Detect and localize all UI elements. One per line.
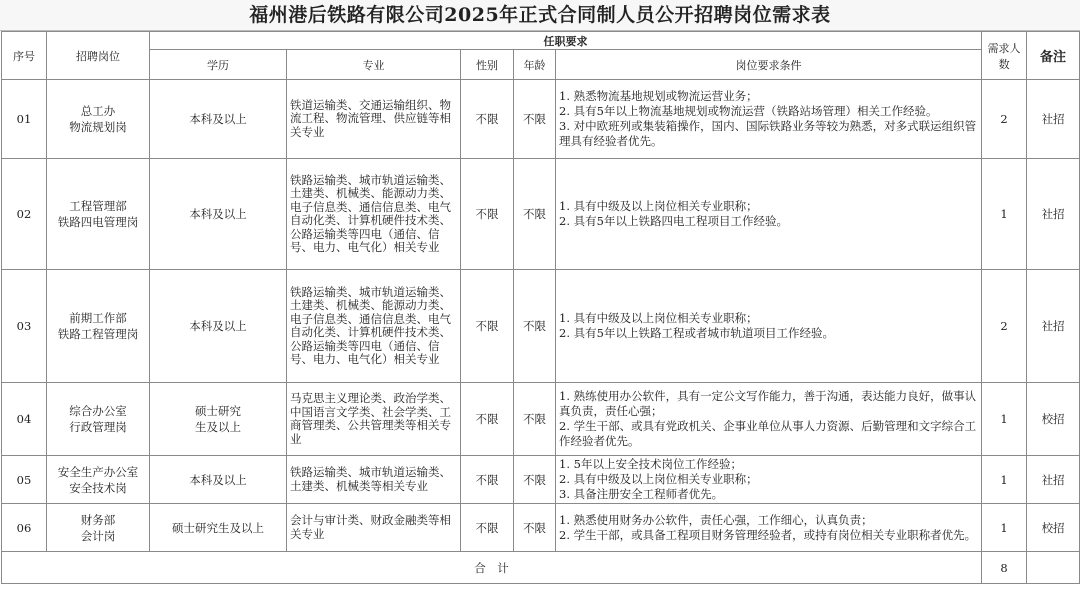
header-row-1 bbox=[2, 32, 1080, 50]
cell-remark: 社招 bbox=[1027, 80, 1080, 159]
cell-seq: 01 bbox=[2, 80, 47, 159]
cell-age: 不限 bbox=[514, 159, 556, 270]
cell-education: 本科及以上 bbox=[150, 80, 287, 159]
cell-gender: 不限 bbox=[461, 383, 514, 456]
cell-major: 铁路运输类、城市轨道运输类、土建类、机械类等相关专业 bbox=[287, 456, 461, 504]
cell-conditions: 1. 熟悉使用财务办公软件，责任心强，工作细心，认真负责； 2. 学生干部，或具备工程项目财务管理经验者，或持有岗位相关专业职称者优先。 bbox=[556, 504, 982, 552]
table-row bbox=[2, 270, 1080, 383]
cell-age: 不限 bbox=[514, 383, 556, 456]
cell-count: 1 bbox=[982, 504, 1027, 552]
table-row bbox=[2, 383, 1080, 456]
cell-conditions: 1. 5年以上安全技术岗位工作经验； 2. 具有中级及以上岗位相关专业职称； 3. 具备注册安全工程师者优先。 bbox=[556, 456, 982, 504]
cell-count: 2 bbox=[982, 80, 1027, 159]
cell-age: 不限 bbox=[514, 80, 556, 159]
page-title: 福州港后铁路有限公司2025年正式合同制人员公开招聘岗位需求表 bbox=[0, 0, 1080, 31]
cell-position: 工程管理部 铁路四电管理岗 bbox=[47, 159, 150, 270]
cell-conditions: 1. 熟练使用办公软件，具有一定公文写作能力，善于沟通，表达能力良好，做事认真负责，责任心强； 2. 学生干部、或具有党政机关、企事业单位从事人力资源、后勤管理和文字综合工作经验者优先。 bbox=[556, 383, 982, 456]
cell-seq: 06 bbox=[2, 504, 47, 552]
cell-seq: 04 bbox=[2, 383, 47, 456]
header-major: 专业 bbox=[287, 50, 461, 80]
cell-conditions: 1. 具有中级及以上岗位相关专业职称； 2. 具有5年以上铁路四电工程项目工作经验。 bbox=[556, 159, 982, 270]
cell-remark: 社招 bbox=[1027, 270, 1080, 383]
header-education: 学历 bbox=[150, 50, 287, 80]
table-row bbox=[2, 159, 1080, 270]
cell-major: 铁路运输类、城市轨道运输类、土建类、机械类、能源动力类、电子信息类、通信信息类、电气自动化类、计算机硬件技术类、公路运输类等四电（通信、信号、电力、电气化）相关专业 bbox=[287, 270, 461, 383]
table-row bbox=[2, 80, 1080, 159]
cell-position: 安全生产办公室 安全技术岗 bbox=[47, 456, 150, 504]
cell-gender: 不限 bbox=[461, 80, 514, 159]
header-remark: 备注 bbox=[1027, 32, 1080, 80]
cell-conditions: 1. 熟悉物流基地规划或物流运营业务； 2. 具有5年以上物流基地规划或物流运营（铁路站场管理）相关工作经验。 3. 对中欧班列或集装箱操作，国内、国际铁路业务等较为熟悉，对多式联运组织管理具有经验者优先。 bbox=[556, 80, 982, 159]
cell-gender: 不限 bbox=[461, 456, 514, 504]
cell-gender: 不限 bbox=[461, 159, 514, 270]
cell-conditions: 1. 具有中级及以上岗位相关专业职称； 2. 具有5年以上铁路工程或者城市轨道项目工作经验。 bbox=[556, 270, 982, 383]
cell-position: 综合办公室 行政管理岗 bbox=[47, 383, 150, 456]
cell-remark: 校招 bbox=[1027, 504, 1080, 552]
cell-count: 2 bbox=[982, 270, 1027, 383]
cell-education: 本科及以上 bbox=[150, 456, 287, 504]
cell-gender: 不限 bbox=[461, 270, 514, 383]
cell-count: 1 bbox=[982, 383, 1027, 456]
total-label: 合 计 bbox=[2, 552, 982, 584]
total-count: 8 bbox=[982, 552, 1027, 584]
cell-count: 1 bbox=[982, 159, 1027, 270]
header-position: 招聘岗位 bbox=[47, 32, 150, 80]
total-row bbox=[2, 552, 1080, 584]
cell-major: 会计与审计类、财政金融类等相关专业 bbox=[287, 504, 461, 552]
cell-seq: 02 bbox=[2, 159, 47, 270]
cell-position: 财务部 会计岗 bbox=[47, 504, 150, 552]
header-conditions: 岗位要求条件 bbox=[556, 50, 982, 80]
cell-seq: 05 bbox=[2, 456, 47, 504]
cell-seq: 03 bbox=[2, 270, 47, 383]
cell-education: 硕士研究 生及以上 bbox=[150, 383, 287, 456]
header-gender: 性别 bbox=[461, 50, 514, 80]
cell-remark: 校招 bbox=[1027, 383, 1080, 456]
table-row bbox=[2, 456, 1080, 504]
cell-education: 硕士研究生及以上 bbox=[150, 504, 287, 552]
cell-position: 前期工作部 铁路工程管理岗 bbox=[47, 270, 150, 383]
table-row bbox=[2, 504, 1080, 552]
cell-gender: 不限 bbox=[461, 504, 514, 552]
cell-age: 不限 bbox=[514, 270, 556, 383]
total-remark-cell bbox=[1027, 552, 1080, 584]
header-row-2 bbox=[2, 50, 1080, 80]
header-seq: 序号 bbox=[2, 32, 47, 80]
cell-education: 本科及以上 bbox=[150, 270, 287, 383]
cell-major: 马克思主义理论类、政治学类、中国语言文学类、社会学类、工商管理类、公共管理类等相关专业 bbox=[287, 383, 461, 456]
cell-remark: 社招 bbox=[1027, 159, 1080, 270]
cell-remark: 社招 bbox=[1027, 456, 1080, 504]
cell-age: 不限 bbox=[514, 504, 556, 552]
cell-major: 铁路运输类、城市轨道运输类、土建类、机械类、能源动力类、电子信息类、通信信息类、电气自动化类、计算机硬件技术类、公路运输类等四电（通信、信号、电力、电气化）相关专业 bbox=[287, 159, 461, 270]
cell-age: 不限 bbox=[514, 456, 556, 504]
cell-education: 本科及以上 bbox=[150, 159, 287, 270]
cell-position: 总工办 物流规划岗 bbox=[47, 80, 150, 159]
recruitment-table bbox=[1, 31, 1080, 584]
cell-count: 1 bbox=[982, 456, 1027, 504]
header-age: 年龄 bbox=[514, 50, 556, 80]
header-requirements: 任职要求 bbox=[150, 32, 982, 50]
header-count: 需求人数 bbox=[982, 32, 1027, 80]
cell-major: 铁道运输类、交通运输组织、物流工程、物流管理、供应链等相关专业 bbox=[287, 80, 461, 159]
